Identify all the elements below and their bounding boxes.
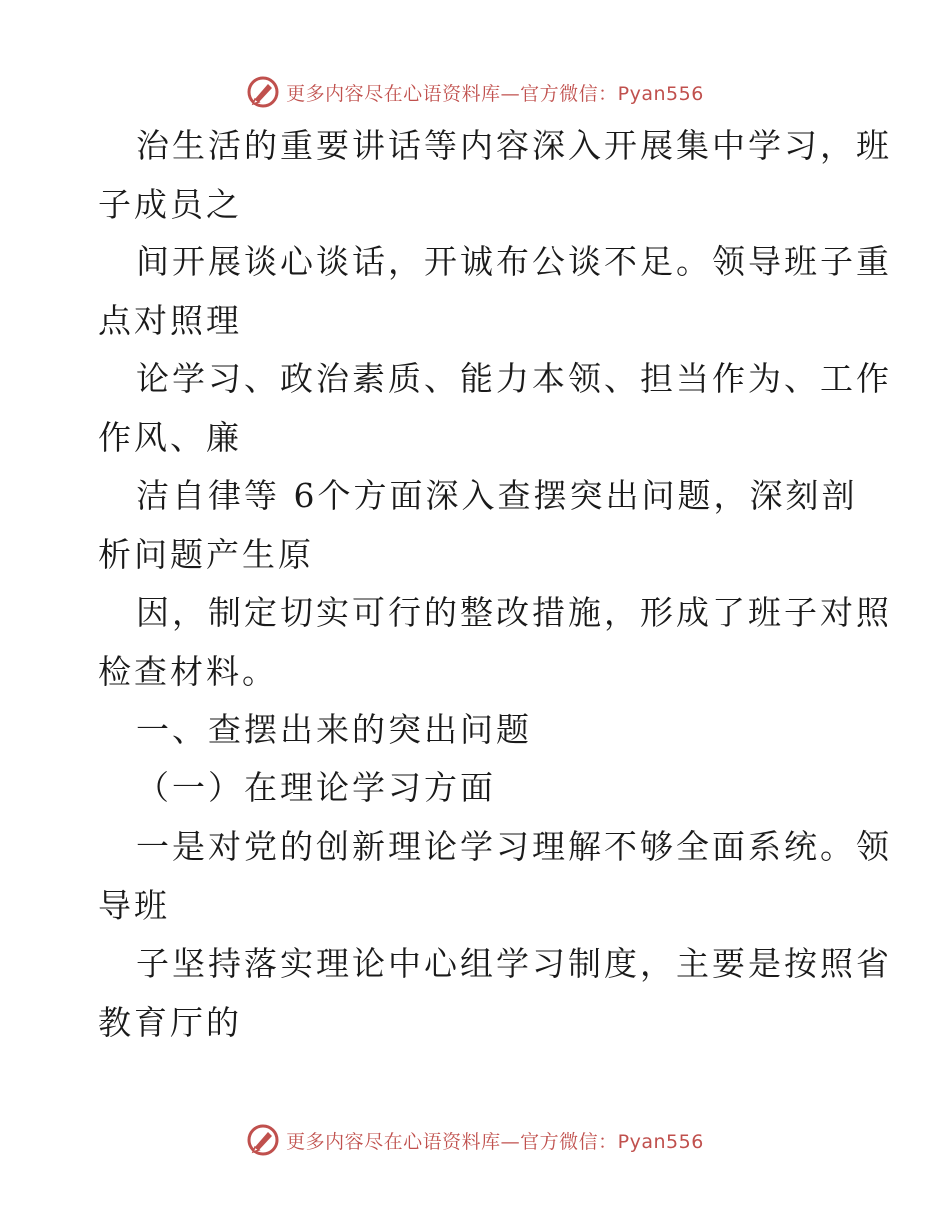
paragraph-line: 点对照理 [98, 301, 242, 340]
paragraph-line: 因，制定切实可行的整改措施，形成了班子对照 [136, 593, 892, 632]
footer-watermark [0, 1120, 950, 1160]
watermark-text: 更多内容尽在心语资料库—官方微信：Pyan556 [286, 1130, 704, 1153]
paragraph-line: 析问题产生原 [98, 535, 314, 574]
paragraph-line: 间开展谈心谈话，开诚布公谈不足。领导班子重 [136, 242, 892, 281]
pen-logo-icon [246, 1123, 280, 1157]
section-heading: 一、查摆出来的突出问题 [136, 710, 532, 749]
paragraph-line: 教育厅的 [98, 1003, 242, 1042]
watermark-wechat: Pyan556 [617, 1130, 704, 1153]
header-watermark [0, 72, 950, 112]
paragraph-line: 子成员之 [98, 185, 242, 224]
paragraph-line: 导班 [98, 886, 170, 925]
watermark-text: 更多内容尽在心语资料库—官方微信：Pyan556 [286, 82, 704, 105]
pen-logo-icon [246, 75, 280, 109]
paragraph-line: 子坚持落实理论中心组学习制度，主要是按照省 [136, 944, 892, 983]
paragraph-line: 洁自律等 6个方面深入查摆突出问题，深刻剖 [136, 476, 858, 515]
paragraph-line: 一是对党的创新理论学习理解不够全面系统。领 [136, 827, 892, 866]
paragraph-line: 治生活的重要讲话等内容深入开展集中学习，班 [136, 126, 892, 165]
paragraph-line: 作风、廉 [98, 418, 242, 457]
subsection-heading: （一）在理论学习方面 [136, 768, 496, 807]
paragraph-line: 论学习、政治素质、能力本领、担当作为、工作 [136, 359, 892, 398]
paragraph-line: 检查材料。 [98, 652, 278, 691]
watermark-wechat: Pyan556 [617, 82, 704, 105]
